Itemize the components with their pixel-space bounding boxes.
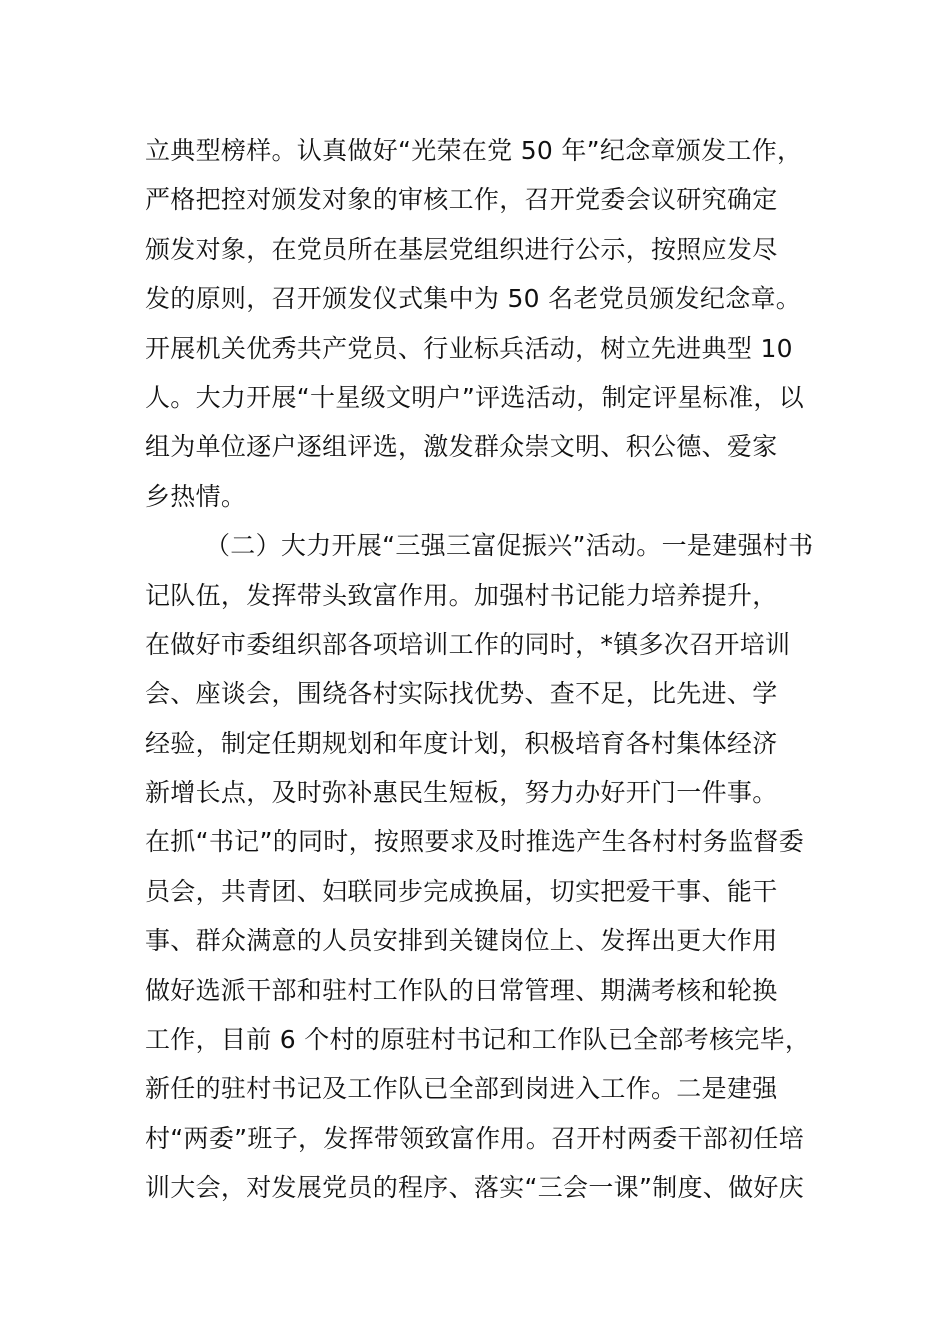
text-line: 训大会，对发展党员的程序、落实“三会一课”制度、做好庆 <box>145 1173 805 1203</box>
text-line: 在做好市委组织部各项培训工作的同时，*镇多次召开培训 <box>145 629 791 659</box>
text-line: 颁发对象，在党员所在基层党组织进行公示，按照应发尽 <box>145 234 778 264</box>
text-line: 工作，目前 6 个村的原驻村书记和工作队已全部考核完毕， <box>145 1025 811 1055</box>
text-line: 立典型榜样。认真做好“光荣在党 50 年”纪念章颁发工作， <box>145 136 803 165</box>
text-line: 新任的驻村书记及工作队已全部到岗进入工作。二是建强 <box>145 1074 778 1104</box>
text-line: 开展机关优秀共产党员、行业标兵活动，树立先进典型 10 <box>145 333 793 363</box>
text-line: 严格把控对颁发对象的审核工作，召开党委会议研究确定 <box>145 185 778 215</box>
section-heading-line: （二）大力开展“三强三富促振兴”活动。一是建强村书 <box>205 531 814 561</box>
text-line: 员会，共青团、妇联同步完成换届，切实把爱干事、能干 <box>145 876 778 906</box>
text-line: 经验，制定任期规划和年度计划，积极培育各村集体经济 <box>145 728 778 758</box>
text-line: 新增长点，及时弥补惠民生短板，努力办好开门一件事。 <box>145 778 778 808</box>
document-body <box>145 126 825 1213</box>
text-line: 乡热情。 <box>145 481 247 511</box>
text-line: 在抓“书记”的同时，按照要求及时推选产生各村村务监督委 <box>145 827 805 857</box>
text-line: 会、座谈会，围绕各村实际找优势、查不足，比先进、学 <box>145 679 778 709</box>
text-line: 组为单位逐户逐组评选，激发群众崇文明、积公德、爱家 <box>145 432 778 462</box>
text-line: 村“两委”班子，发挥带领致富作用。召开村两委干部初任培 <box>145 1123 805 1153</box>
text-line: 人。大力开展“十星级文明户”评选活动，制定评星标准，以 <box>145 382 805 412</box>
text-line: 记队伍，发挥带头致富作用。加强村书记能力培养提升， <box>145 580 778 610</box>
text-line: 做好选派干部和驻村工作队的日常管理、期满考核和轮换 <box>145 975 778 1005</box>
text-line: 发的原则，召开颁发仪式集中为 50 名老党员颁发纪念章。 <box>145 284 802 314</box>
text-line: 事、群众满意的人员安排到关键岗位上、发挥出更大作用 <box>145 926 778 956</box>
